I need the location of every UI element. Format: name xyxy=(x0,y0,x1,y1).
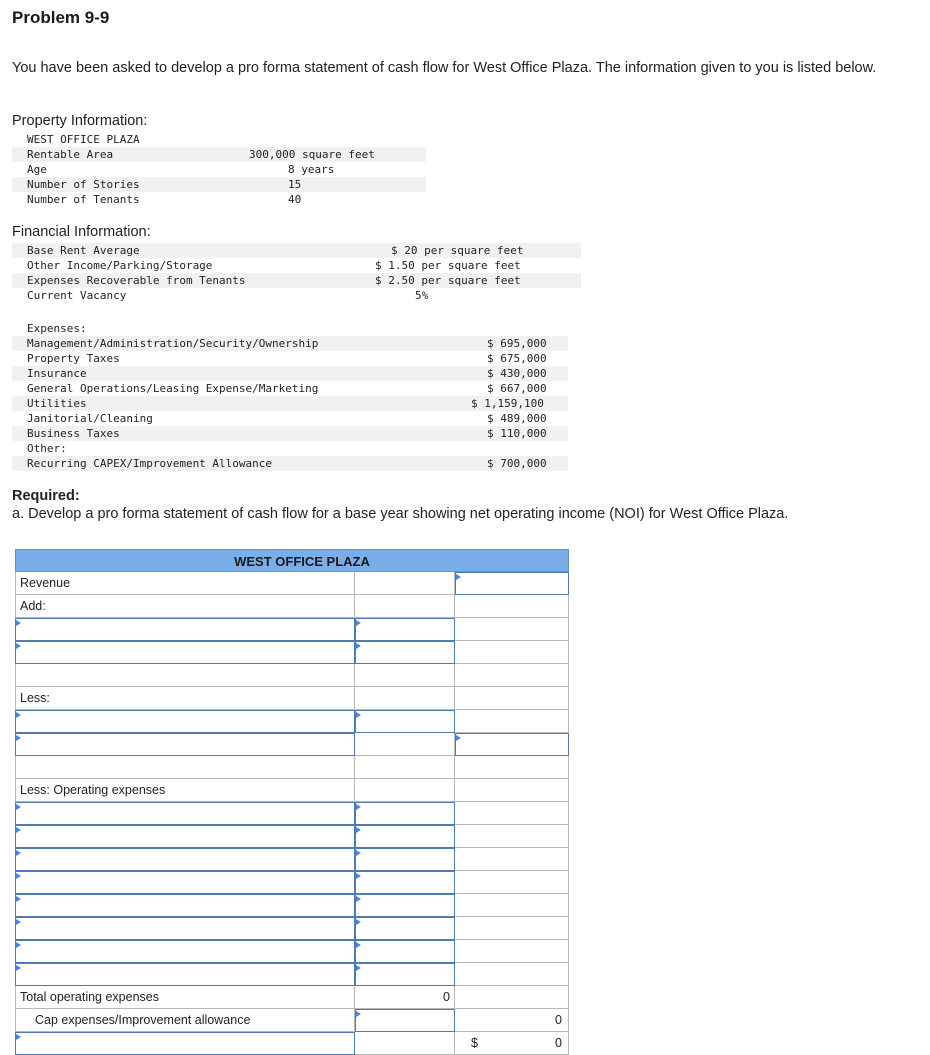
table-row xyxy=(15,710,569,733)
expense-row: Insurance $ 430,000 xyxy=(12,366,568,381)
empty-cell xyxy=(15,664,355,687)
intro-text: You have been asked to develop a pro forma statement of cash flow for West Office Plaza. The information given to you is listed below. xyxy=(12,60,877,76)
opex-label-input[interactable] xyxy=(15,802,355,825)
expenses-heading: Expenses: xyxy=(27,322,87,335)
opex-label: Less: Operating expenses xyxy=(15,779,355,802)
empty-cell xyxy=(355,779,455,802)
table-row xyxy=(15,733,569,756)
final-label-input[interactable] xyxy=(15,1032,355,1055)
less-item-amount-input[interactable] xyxy=(355,710,455,733)
empty-cell xyxy=(355,572,455,595)
opex-amount-input[interactable] xyxy=(355,963,455,986)
required-part-a: a. Develop a pro forma statement of cash flow for a base year showing net operating income (NOI) for West Office Plaza. xyxy=(12,506,789,522)
table-row xyxy=(15,756,569,779)
table-row xyxy=(15,802,569,825)
empty-cell xyxy=(455,848,569,871)
opex-label-input[interactable] xyxy=(15,871,355,894)
expense-row: Janitorial/Cleaning $ 489,000 xyxy=(27,412,547,425)
expense-row: Business Taxes $ 110,000 xyxy=(12,426,568,441)
empty-cell xyxy=(355,664,455,687)
empty-cell xyxy=(455,756,569,779)
empty-cell xyxy=(455,825,569,848)
capex-value: 0 xyxy=(455,1009,569,1032)
opex-amount-input[interactable] xyxy=(355,917,455,940)
empty-cell xyxy=(455,963,569,986)
table-row xyxy=(15,986,569,1009)
final-value: 0 xyxy=(555,1036,562,1050)
table-row xyxy=(15,825,569,848)
property-row: Rentable Area 300,000 square feet xyxy=(12,147,426,162)
required-heading: Required: xyxy=(12,488,80,504)
property-row: Number of Tenants 40 xyxy=(27,193,302,206)
add-item-label-input[interactable] xyxy=(15,641,355,664)
table-row xyxy=(15,871,569,894)
financial-row: Other Income/Parking/Storage $ 1.50 per square feet xyxy=(27,259,521,272)
empty-cell xyxy=(355,687,455,710)
opex-amount-input[interactable] xyxy=(355,871,455,894)
final-value-cell xyxy=(455,1032,569,1055)
empty-cell xyxy=(455,664,569,687)
property-heading: Property Information: xyxy=(12,113,148,129)
total-opex-value: 0 xyxy=(355,986,455,1009)
add-label: Add: xyxy=(15,595,355,618)
empty-cell xyxy=(455,940,569,963)
table-row xyxy=(15,940,569,963)
expense-row: Utilities $ 1,159,100 xyxy=(12,396,568,411)
opex-amount-input[interactable] xyxy=(355,894,455,917)
opex-label-input[interactable] xyxy=(15,825,355,848)
financial-row: Expenses Recoverable from Tenants $ 2.50 per square feet xyxy=(12,273,581,288)
opex-label-input[interactable] xyxy=(15,894,355,917)
expense-row: Recurring CAPEX/Improvement Allowance $ 700,000 xyxy=(12,456,568,471)
currency-symbol: $ xyxy=(471,1036,478,1050)
empty-cell xyxy=(455,595,569,618)
empty-cell xyxy=(455,917,569,940)
total-opex-label: Total operating expenses xyxy=(15,986,355,1009)
table-row xyxy=(15,664,569,687)
empty-cell xyxy=(355,595,455,618)
page-title: Problem 9-9 xyxy=(12,8,110,27)
opex-label-input[interactable] xyxy=(15,848,355,871)
table-row xyxy=(15,618,569,641)
table-header: WEST OFFICE PLAZA xyxy=(15,549,569,572)
empty-cell xyxy=(455,710,569,733)
empty-cell xyxy=(355,733,455,756)
revenue-label: Revenue xyxy=(15,572,355,595)
empty-cell xyxy=(455,871,569,894)
opex-amount-input[interactable] xyxy=(355,825,455,848)
opex-amount-input[interactable] xyxy=(355,848,455,871)
financial-row: Current Vacancy 5% xyxy=(27,289,429,302)
opex-label-input[interactable] xyxy=(15,940,355,963)
empty-cell xyxy=(455,618,569,641)
empty-cell xyxy=(455,986,569,1009)
empty-cell xyxy=(355,1032,455,1055)
expense-row: Management/Administration/Security/Ownership $ 695,000 xyxy=(12,336,568,351)
opex-amount-input[interactable] xyxy=(355,940,455,963)
table-row xyxy=(15,848,569,871)
less-item-label-input[interactable] xyxy=(15,710,355,733)
table-row xyxy=(15,595,569,618)
revenue-amount-input[interactable] xyxy=(455,572,569,595)
table-row xyxy=(15,641,569,664)
expense-row: General Operations/Leasing Expense/Marketing $ 667,000 xyxy=(27,382,547,395)
financial-heading: Financial Information: xyxy=(12,224,151,240)
empty-cell xyxy=(455,802,569,825)
property-row: Age 8 years xyxy=(27,163,335,176)
empty-cell xyxy=(455,779,569,802)
expense-row: Other: xyxy=(27,442,67,455)
empty-cell xyxy=(15,756,355,779)
table-row xyxy=(15,963,569,986)
financial-row: Base Rent Average $ 20 per square feet xyxy=(12,243,581,258)
less-subtotal-input[interactable] xyxy=(455,733,569,756)
expense-row: Property Taxes $ 675,000 xyxy=(27,352,547,365)
opex-label-input[interactable] xyxy=(15,917,355,940)
opex-label-input[interactable] xyxy=(15,963,355,986)
add-item-amount-input[interactable] xyxy=(355,641,455,664)
less-item-label-input[interactable] xyxy=(15,733,355,756)
table-row xyxy=(15,1032,569,1055)
empty-cell xyxy=(355,756,455,779)
table-row xyxy=(15,894,569,917)
table-row xyxy=(15,917,569,940)
property-row: Number of Stories 15 xyxy=(12,177,426,192)
less-label: Less: xyxy=(15,687,355,710)
table-row xyxy=(15,687,569,710)
capex-label: Cap expenses/Improvement allowance xyxy=(15,1009,355,1032)
empty-cell xyxy=(455,894,569,917)
cash-flow-worksheet xyxy=(15,549,569,1055)
table-row xyxy=(15,572,569,595)
table-row xyxy=(15,779,569,802)
table-row xyxy=(15,1009,569,1032)
add-item-label-input[interactable] xyxy=(15,618,355,641)
property-name: WEST OFFICE PLAZA xyxy=(27,133,140,146)
empty-cell xyxy=(455,687,569,710)
capex-amount-input[interactable] xyxy=(355,1009,455,1032)
empty-cell xyxy=(455,641,569,664)
add-item-amount-input[interactable] xyxy=(355,618,455,641)
opex-amount-input[interactable] xyxy=(355,802,455,825)
